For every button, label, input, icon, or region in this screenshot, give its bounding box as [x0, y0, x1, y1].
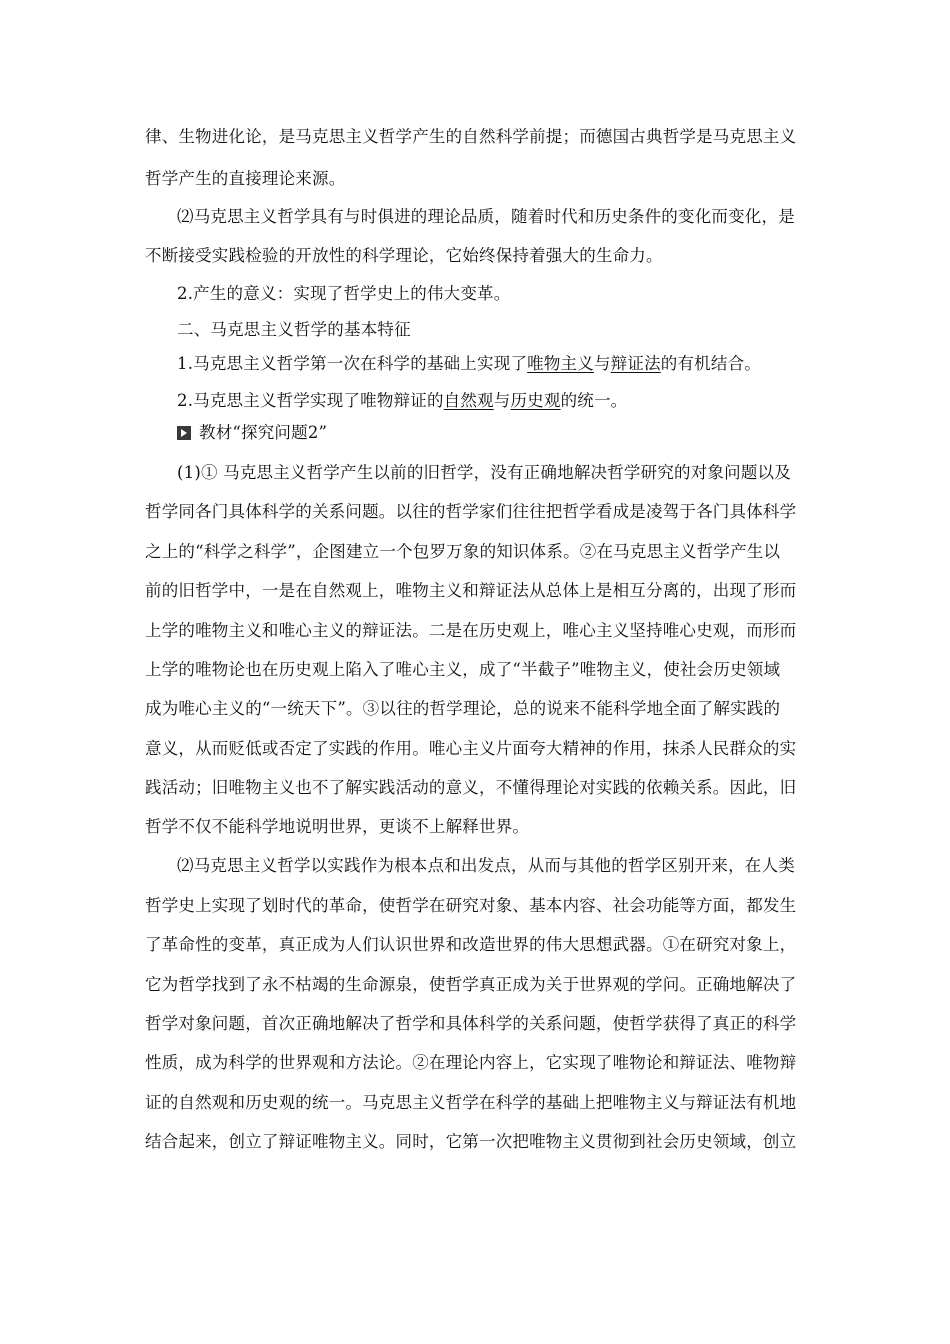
feature1-pre: 1.马克思主义哲学第一次在科学的基础上实现了	[177, 354, 528, 373]
answer1-line-9: 践活动；旧唯物主义也不了解实践活动的意义，不懂得理论对实践的依赖关系。因此，旧	[145, 778, 797, 797]
answer1-line-4: 前的旧哲学中，一是在自然观上，唯物主义和辩证法从总体上是相互分离的，出现了形而	[145, 581, 797, 600]
para2-line-2: 不断接受实践检验的开放性的科学理论，它始终保持着强大的生命力。	[145, 246, 663, 265]
point2-origin-significance: 2.产生的意义：实现了哲学史上的伟大变革。	[177, 284, 511, 303]
para1-line-1: 律、生物进化论，是马克思主义哲学产生的自然科学前提；而德国古典哲学是马克思主义	[145, 127, 797, 146]
feature2-line	[177, 389, 817, 413]
section2-heading: 二、马克思主义哲学的基本特征	[177, 320, 411, 339]
textbook-question-label	[177, 421, 817, 445]
answer1-line-8: 意义，从而贬低或否定了实践的作用。唯心主义片面夸大精神的作用，抹杀人民群众的实	[145, 739, 797, 758]
answer1-line-7: 成为唯心主义的“一统天下”。③以往的哲学理论，总的说来不能科学地全面了解实践的	[145, 699, 781, 718]
answer2-line-3: 了革命性的变革，真正成为人们认识世界和改造世界的伟大思想武器。①在研究对象上，	[145, 935, 797, 954]
answer1-line-2: 哲学同各门具体科学的关系问题。以往的哲学家们往往把哲学看成是凌驾于各门具体科学	[145, 502, 797, 521]
answer1-line-6: 上学的唯物论也在历史观上陷入了唯心主义，成了“半截子”唯物主义，使社会历史领域	[145, 660, 781, 679]
feature1-underline-materialism: 唯物主义	[527, 354, 594, 373]
answer2-line-5: 哲学对象问题，首次正确地解决了哲学和具体科学的关系问题，使哲学获得了真正的科学	[145, 1014, 797, 1033]
feature1-post: 的有机结合。	[660, 354, 761, 373]
feature2-pre: 2.马克思主义哲学实现了唯物辩证的	[177, 391, 444, 410]
feature2-underline-history-view: 历史观	[510, 391, 561, 410]
para1-line-2: 哲学产生的直接理论来源。	[145, 169, 346, 188]
play-triangle-icon	[177, 426, 191, 440]
answer2-line-4: 它为哲学找到了永不枯竭的生命源泉，使哲学真正成为关于世界观的学问。正确地解决了	[145, 975, 797, 994]
feature1-underline-dialectics: 辩证法	[610, 354, 661, 373]
para2-line-1: ⑵马克思主义哲学具有与时俱进的理论品质，随着时代和历史条件的变化而变化，是	[177, 207, 795, 226]
feature2-underline-nature-view: 自然观	[443, 391, 494, 410]
answer1-line-5: 上学的唯物主义和唯心主义的辩证法。二是在历史观上，唯心主义坚持唯心史观，而形而	[145, 621, 797, 640]
feature2-mid: 与	[493, 391, 511, 410]
answer1-line-1: (1)① 马克思主义哲学产生以前的旧哲学，没有正确地解决哲学研究的对象问题以及	[177, 463, 791, 482]
answer2-line-1: ⑵马克思主义哲学以实践作为根本点和出发点，从而与其他的哲学区别开来，在人类	[177, 856, 795, 875]
answer1-line-10: 哲学不仅不能科学地说明世界，更谈不上解释世界。	[145, 817, 530, 836]
feature1-line	[177, 352, 817, 376]
answer1-line-3: 之上的“科学之科学”，企图建立一个包罗万象的知识体系。②在马克思主义哲学产生以	[145, 542, 781, 561]
answer2-line-6: 性质，成为科学的世界观和方法论。②在理论内容上，它实现了唯物论和辩证法、唯物辩	[145, 1053, 797, 1072]
feature2-post: 的统一。	[560, 391, 628, 410]
feature1-mid: 与	[593, 354, 611, 373]
answer2-line-2: 哲学史上实现了划时代的革命，使哲学在研究对象、基本内容、社会功能等方面，都发生	[145, 896, 797, 915]
textbook-label-text: 教材“探究问题2”	[199, 423, 328, 442]
answer2-line-8: 结合起来，创立了辩证唯物主义。同时，它第一次把唯物主义贯彻到社会历史领域，创立	[145, 1132, 797, 1151]
answer2-line-7: 证的自然观和历史观的统一。马克思主义哲学在科学的基础上把唯物主义与辩证法有机地	[145, 1093, 797, 1112]
